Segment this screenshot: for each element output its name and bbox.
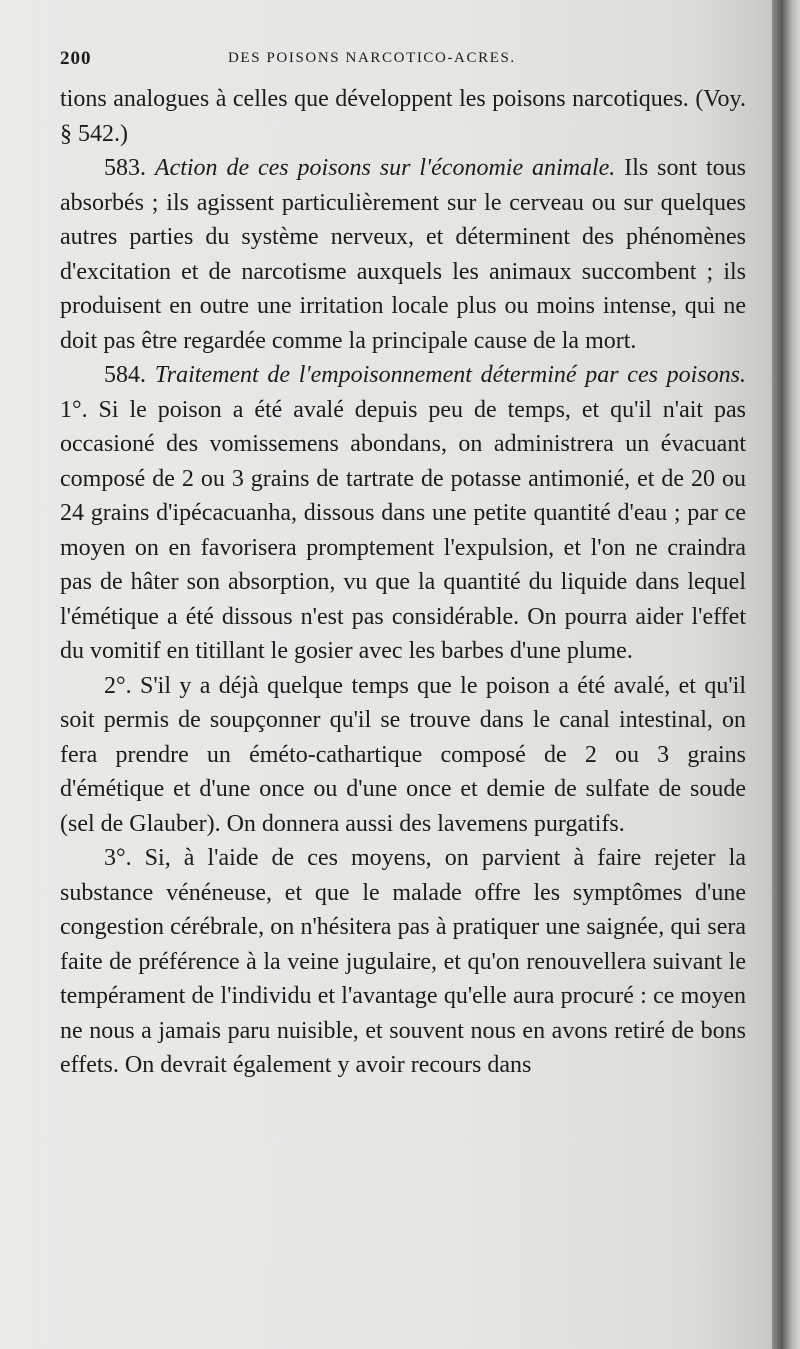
paragraph-continuation — [60, 82, 746, 151]
book-binding-edge — [772, 0, 800, 1349]
paragraph-text: 2°. S'il y a déjà quelque temps que le poison a été avalé, et qu'il soit permis de soupçonner qu'il se trouve dans le canal intestinal, on fera prendre un éméto-cathartique composé de 2 ou 3 grains d'émétique et d'une once ou d'une once et demie de sulfate de soude (sel de Glauber). On donnera aussi des lavemens purgatifs. — [60, 672, 746, 837]
paragraph-item-3 — [60, 841, 746, 1083]
section-number: 583. — [104, 155, 146, 181]
running-title: DES POISONS NARCOTICO-ACRES. — [228, 50, 516, 66]
paragraph-item-2 — [60, 669, 746, 842]
section-title: Action de ces poisons sur l'économie animale. — [154, 155, 616, 181]
paragraph-text: Ils sont tous absorbés ; ils agissent particulièrement sur le cerveau ou sur quelques autres parties du système nerveux, et déterminent des phénomènes d'excitation et de narcotisme auxquels les animaux succombent ; ils produisent en outre une irritation locale plus ou moins intense, qui ne doit pas être regardée comme la principale cause de la mort. — [60, 155, 747, 354]
section-583 — [60, 151, 746, 358]
section-584 — [60, 358, 746, 669]
section-title: Traitement de l'empoisonnement déterminé par ces poisons. — [154, 362, 747, 388]
paragraph-text: tions analogues à celles que développent les poisons narcotiques. (Voy. § 542.) — [60, 86, 746, 147]
page-number: 200 — [60, 48, 92, 69]
paragraph-text: 3°. Si, à l'aide de ces moyens, on parvient à faire rejeter la substance vénéneuse, et que le malade offre les symptômes d'une congestion cérébrale, on n'hésitera pas à pratiquer une saignée, qui sera faite de préférence à la veine jugulaire, et qu'on renouvellera suivant le tempérament de l'individu et l'avantage qu'elle aura procuré : ce moyen ne nous a jamais paru nuisible, et souvent nous en avons retiré de bons effets. On devrait également y avoir recours dans — [60, 845, 746, 1078]
body-text — [60, 82, 746, 1083]
section-number: 584. — [104, 362, 146, 388]
paragraph-text: 1°. Si le poison a été avalé depuis peu de temps, et qu'il n'ait pas occasioné des vomissemens abondans, on administrera un évacuant composé de 2 ou 3 grains de tartrate de potasse antimonié, et de 20 ou 24 grains d'ipécacuanha, dissous dans une petite quantité d'eau ; par ce moyen on en favorisera promptement l'expulsion, et l'on ne craindra pas de hâter son absorption, vu que la quantité du liquide dans lequel l'émétique a été dissous n'est pas considérable. On pourra aider l'effet du vomitif en titillant le gosier avec les barbes d'une plume. — [60, 396, 746, 664]
page-header — [60, 48, 740, 74]
